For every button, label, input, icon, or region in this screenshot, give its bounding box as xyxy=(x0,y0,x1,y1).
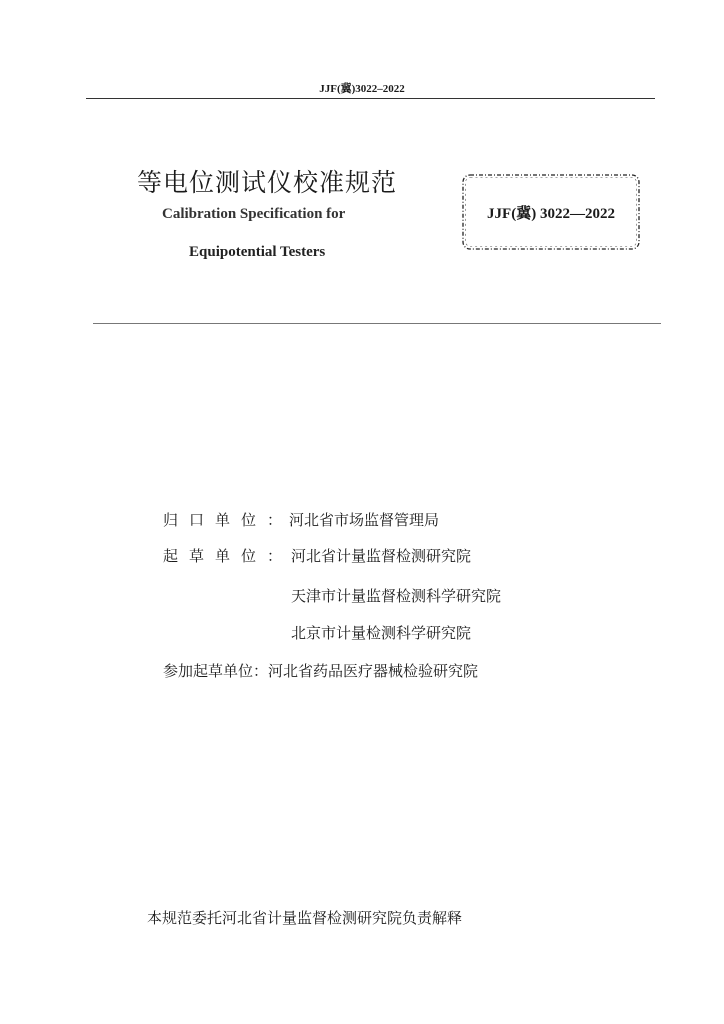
responsible-unit-value: 河北省市场监督管理局 xyxy=(289,511,440,529)
participating-unit-label: 参加起草单位： xyxy=(163,662,269,680)
header-standard-code: JJF(冀)3022–2022 xyxy=(319,83,405,95)
header-divider xyxy=(86,98,655,99)
interpretation-note: 本规范委托河北省计量监督检测研究院负责解释 xyxy=(147,909,463,927)
participating-unit-value: 河北省药品医疗器械检验研究院 xyxy=(268,662,479,680)
title-chinese: 等电位测试仪校准规范 xyxy=(137,168,398,197)
drafting-unit-value: 北京市计量检测科学研究院 xyxy=(291,624,472,642)
standard-code: JJF(冀) 3022—2022 xyxy=(487,206,615,222)
responsible-unit-label: 归口单位： xyxy=(163,511,294,529)
drafting-unit-row xyxy=(163,545,471,566)
standard-code-box xyxy=(461,173,641,251)
participating-unit-row xyxy=(163,660,478,681)
drafting-unit-value: 河北省计量监督检测研究院 xyxy=(291,547,472,565)
drafting-unit-label: 起草单位： xyxy=(163,547,294,565)
drafting-unit-value: 天津市计量监督检测科学研究院 xyxy=(291,587,502,605)
main-divider xyxy=(93,323,661,324)
title-english-line1: Calibration Specification for xyxy=(162,206,346,222)
responsible-unit-row xyxy=(163,509,439,530)
title-english-line2: Equipotential Testers xyxy=(189,244,326,260)
